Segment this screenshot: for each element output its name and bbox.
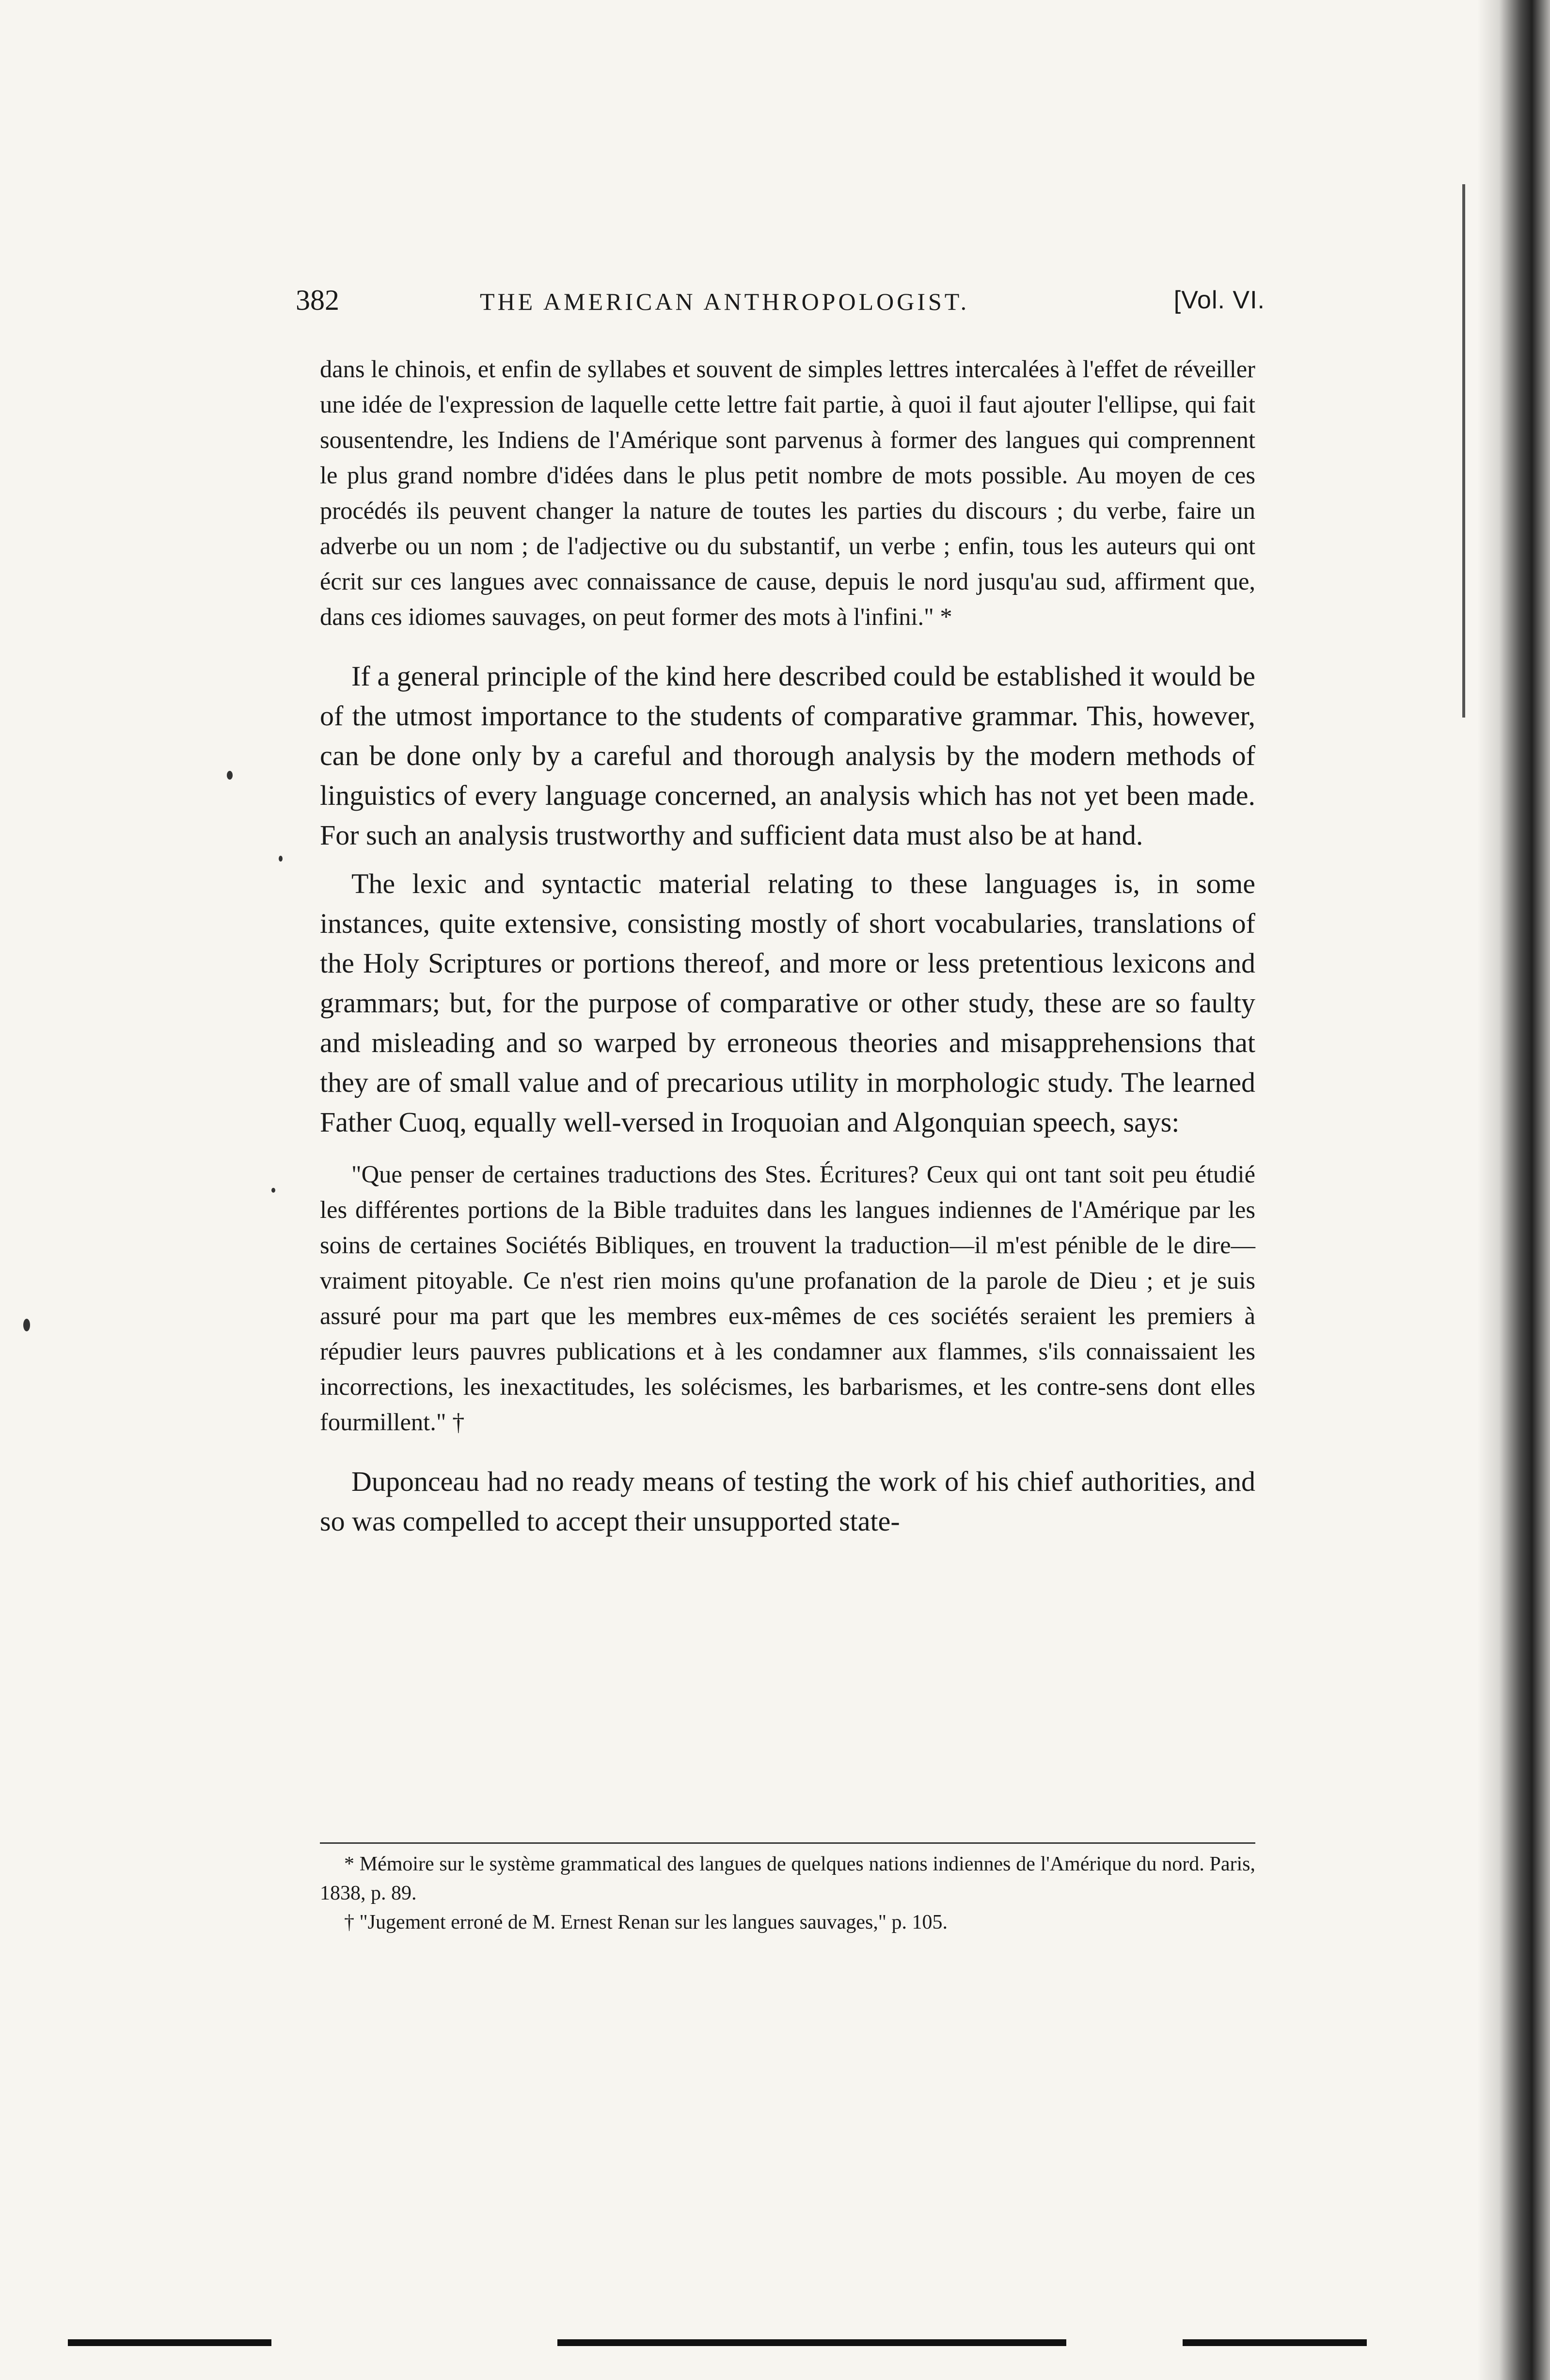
footnote-2: † "Jugement erroné de M. Ernest Renan sur les langues sauvages," p. 105. xyxy=(344,1911,948,1933)
paragraph-lexic-material: The lexic and syntactic material relating to these languages is, in some instances, quite extensive, consisting mostly of short vocabularies, translations of the Holy Scriptures or portions thereof, and more or less pretentious lexicons and grammars; but, for the purpose of comparative or other study, these are so faulty and misleading and so warped by erroneous theories and misapprehensions that they are of small value and of precarious utility in morphologic study. The learned Father Cuoq, equally well-versed in Iroquoian and Algonquian speech, says: xyxy=(320,868,1255,1138)
body-text xyxy=(320,351,1255,1541)
footnote-1: * Mémoire sur le système grammatical des langues de quelques nations indiennes de l'Amérique du nord. Paris, 1838, p. 89. xyxy=(320,1853,1255,1904)
footnote-rule xyxy=(320,1842,1255,1844)
scan-speck xyxy=(279,856,283,862)
scan-binding-line xyxy=(1462,184,1465,718)
french-quote-cuoq: "Que penser de certaines traductions des Stes. Écritures? Ceux qui ont tant soit peu étudié les différentes portions de la Bible traduites dans les langues indiennes de l'Amérique par les soins de certaines Sociétés Bibliques, en trouvent la traduction—il m'est pénible de le dire—vraiment pitoyable. Ce n'est rien moins qu'une profanation de la parole de Dieu ; et je suis assuré pour ma part que les membres eux-mêmes de ces sociétés seraient les premiers à répudier leurs pauvres publications et à les condamner aux flammes, s'ils connaissaient les incorrections, les inexactitudes, les solécismes, les barbarismes, et les contre-sens dont elles fourmillent." † xyxy=(320,1161,1255,1436)
scan-bottom-edge-left xyxy=(68,2339,271,2346)
footnotes xyxy=(320,1850,1255,1937)
running-title: THE AMERICAN ANTHROPOLOGIST. xyxy=(480,288,970,315)
scan-speck xyxy=(23,1319,30,1331)
scan-bottom-edge-right xyxy=(1183,2339,1367,2346)
scan-speck xyxy=(227,771,233,780)
french-quote-continuation: dans le chinois, et enfin de syllabes et souvent de simples lettres intercalées à l'effet de réveiller une idée de l'expression de laquelle cette lettre fait partie, à quoi il faut ajouter l'ellipse, qui fait sousentendre, les Indiens de l'Amérique sont parvenus à former des langues qui comprennent le plus grand nombre d'idées dans le plus petit nombre de mots possible. Au moyen de ces procédés ils peuvent changer la nature de toutes les parties du discours ; du verbe, faire un adverbe ou un nom ; de l'adjective ou du substantif, un verbe ; enfin, tous les auteurs qui ont écrit sur ces langues avec connaissance de cause, depuis le nord jusqu'au sud, affirment que, dans ces idiomes sauvages, on peut former des mots à l'infini." * xyxy=(320,355,1255,630)
page-header xyxy=(296,284,1265,327)
scan-speck xyxy=(271,1188,275,1193)
volume-label: [Vol. VI. xyxy=(1173,286,1265,314)
paragraph-general-principle: If a general principle of the kind here described could be established it would be of the utmost importance to the students of comparative grammar. This, however, can be done only by a careful and thorough analysis by the modern methods of linguistics of every language concerned, an analysis which has not yet been made. For such an analysis trustworthy and sufficient data must also be at hand. xyxy=(320,660,1255,851)
scan-bottom-edge-center xyxy=(557,2339,1066,2346)
scan-binding-shadow xyxy=(1477,0,1550,2380)
page-number: 382 xyxy=(296,284,339,316)
paragraph-duponceau: Duponceau had no ready means of testing the work of his chief authorities, and so was compelled to accept their unsupported state- xyxy=(320,1466,1255,1537)
